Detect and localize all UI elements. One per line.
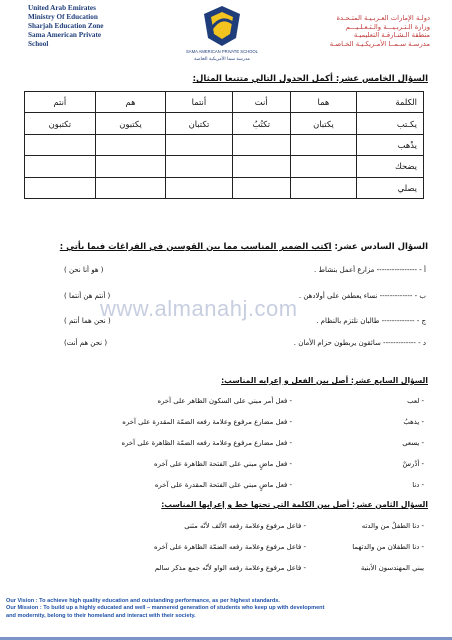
header-line: United Arab Emirates xyxy=(28,4,96,12)
table-row xyxy=(25,177,424,198)
header-line: منطقة الـشـارقـة التعليميـة xyxy=(353,31,430,40)
match-description[interactable]: - فاعل مرفوع وعلامة رفعه الضمّة الظاهرة على آخره xyxy=(154,543,306,551)
header-line: وزارة الـتـربـيـــة والـتـعـلـيـــم xyxy=(345,22,430,31)
match-description[interactable]: - فعل ماضٍ مبني على الفتحة المقدرة على آخره xyxy=(154,481,292,489)
table-header-cell: الكلمة xyxy=(357,92,424,113)
header-line: Ministry Of Education xyxy=(28,13,98,21)
watermark: www.almanahj.com xyxy=(100,296,298,321)
fill-sentence[interactable]: ب - ------------- نساء يعطفن على أولادهن . xyxy=(298,292,426,300)
answer-cell[interactable] xyxy=(290,134,356,155)
table-cell: تكتُبُ xyxy=(232,113,290,134)
table-header-cell: هما xyxy=(290,92,356,113)
fill-sentence[interactable]: أ - ---------------- مزارع أعمل بنشاط . xyxy=(314,266,426,274)
match-description[interactable]: - فعل مضارع مرفوع وعلامة رفعه الضمّة الظاهرة على آخره xyxy=(121,439,292,447)
match-description[interactable]: - فعل أمر مبني على السكون الظاهر على آخره xyxy=(157,397,292,405)
answer-cell[interactable] xyxy=(232,156,290,177)
fill-item xyxy=(46,339,426,347)
table-cell: يضحك xyxy=(357,156,424,177)
question-16-title xyxy=(60,242,428,252)
table-header-cell: أنتم xyxy=(25,92,96,113)
match-word[interactable]: - أدْرسْ xyxy=(402,460,424,468)
fill-sentence[interactable]: ج - ------------- طالبان نلتزم بالنظام . xyxy=(316,317,426,325)
answer-cell[interactable] xyxy=(290,156,356,177)
answer-cell[interactable] xyxy=(166,177,232,198)
fill-options: ( نحن هما أنتم ) xyxy=(64,317,111,325)
match-word[interactable]: يبني المهندسون الأبنية xyxy=(360,564,424,572)
answer-cell[interactable] xyxy=(232,134,290,155)
fill-options: ( نحن هم أنت) xyxy=(64,339,108,347)
header-line: School xyxy=(28,40,49,48)
answer-cell[interactable] xyxy=(166,134,232,155)
match-word[interactable]: - دنا الطفلُ من والدته xyxy=(361,522,424,530)
table-header-row xyxy=(25,92,424,113)
mission-statement: Our Mission : To build up a highly educated and well – mannered generation of students who keep up with development xyxy=(6,605,325,612)
table-header-cell: أنت xyxy=(232,92,290,113)
table-cell: يصلي xyxy=(357,177,424,198)
mission-statement-continued: and modernity, belong to their homeland and interact with their society. xyxy=(6,612,196,619)
table-cell: يذْهب xyxy=(357,134,424,155)
table-header-cell: أنتما xyxy=(166,92,232,113)
answer-cell[interactable] xyxy=(95,156,166,177)
fill-sentence[interactable]: د - ------------- سائقون يربطون حزام الأمان . xyxy=(293,339,426,347)
header-line: Sharjah Education Zone xyxy=(28,22,104,30)
answer-cell[interactable] xyxy=(25,177,96,198)
answer-cell[interactable] xyxy=(95,134,166,155)
fill-options: ( أنتم هن أنتما ) xyxy=(64,292,111,300)
table-row xyxy=(25,134,424,155)
table-cell: يكتبون xyxy=(95,113,166,134)
answer-cell[interactable] xyxy=(95,177,166,198)
question-17-title: السؤال السابع عشر: أصل بين الفعل و إعرابه المناسب: xyxy=(221,376,428,385)
header-line: Sama American Private xyxy=(28,31,102,39)
answer-cell[interactable] xyxy=(166,156,232,177)
table-cell: يكـتب xyxy=(357,113,424,134)
answer-cell[interactable] xyxy=(290,177,356,198)
answer-cell[interactable] xyxy=(25,156,96,177)
answer-cell[interactable] xyxy=(25,134,96,155)
match-word[interactable]: - يسعى xyxy=(402,439,424,447)
conjugation-table xyxy=(24,91,424,199)
question-15-title: السؤال الخامس عشر: أكمل الجدول التالي متتبعا المثال: xyxy=(192,74,428,84)
page-footer xyxy=(0,598,452,640)
match-word[interactable]: - دنا الطفلان من والدتهما xyxy=(352,543,424,551)
table-cell: يكتبان xyxy=(290,113,356,134)
match-word[interactable]: - دنا xyxy=(412,481,424,489)
svg-text:مدرسة سما الأمريكية الخاصة: مدرسة سما الأمريكية الخاصة xyxy=(194,57,250,62)
vision-statement: Our Vision : To achieve high quality education and outstanding performance, as per highest standards. xyxy=(6,598,280,604)
table-cell: تكتبان xyxy=(166,113,232,134)
fill-item xyxy=(46,266,426,274)
svg-text:SAMA AMERICAN PRIVATE SCHOOL: SAMA AMERICAN PRIVATE SCHOOL xyxy=(186,49,258,54)
question-16-instruction: اكتب الضمير المناسب مما بين القوسين في الفراغات فيما يأتي : xyxy=(59,242,332,252)
header-line: مدرسـة سـمــا الأمـريكـيـة الخـاصـة xyxy=(329,39,430,48)
question-16-label: السؤال السادس عشر: xyxy=(331,242,428,252)
match-description[interactable]: - فعل مضارع مرفوع وعلامة رفعه الضمّة المقدرة على آخره xyxy=(122,418,292,426)
school-logo xyxy=(178,2,266,62)
table-header-cell: هم xyxy=(95,92,166,113)
table-cell: تكتبون xyxy=(25,113,96,134)
match-description[interactable]: - فاعل مرفوع وعلامة رفعه الواو لأنّه جمع مذكر سالم xyxy=(154,564,306,572)
match-word[interactable]: - لعب xyxy=(407,397,424,405)
match-description[interactable]: - فاعل مرفوع وعلامة رفعه الألف لأنّه مثنى xyxy=(184,522,306,530)
table-row xyxy=(25,156,424,177)
school-name-english xyxy=(28,4,148,49)
question-18-title: السؤال الثامن عشر: أصل بين الكلمة التي تحتها خط و إعرابها المناسب: xyxy=(161,500,428,509)
header-line: دولـة الإمارات العـربـيـة المتـحـدة xyxy=(336,14,430,22)
table-row xyxy=(25,113,424,134)
match-word[interactable]: - يذهبُ xyxy=(403,418,424,426)
school-name-arabic xyxy=(320,14,430,48)
match-description[interactable]: - فعل ماضٍ مبني على الفتحة الظاهرة على آخره xyxy=(154,460,292,468)
answer-cell[interactable] xyxy=(232,177,290,198)
fill-options: ( هو أنا نحن ) xyxy=(64,266,104,274)
